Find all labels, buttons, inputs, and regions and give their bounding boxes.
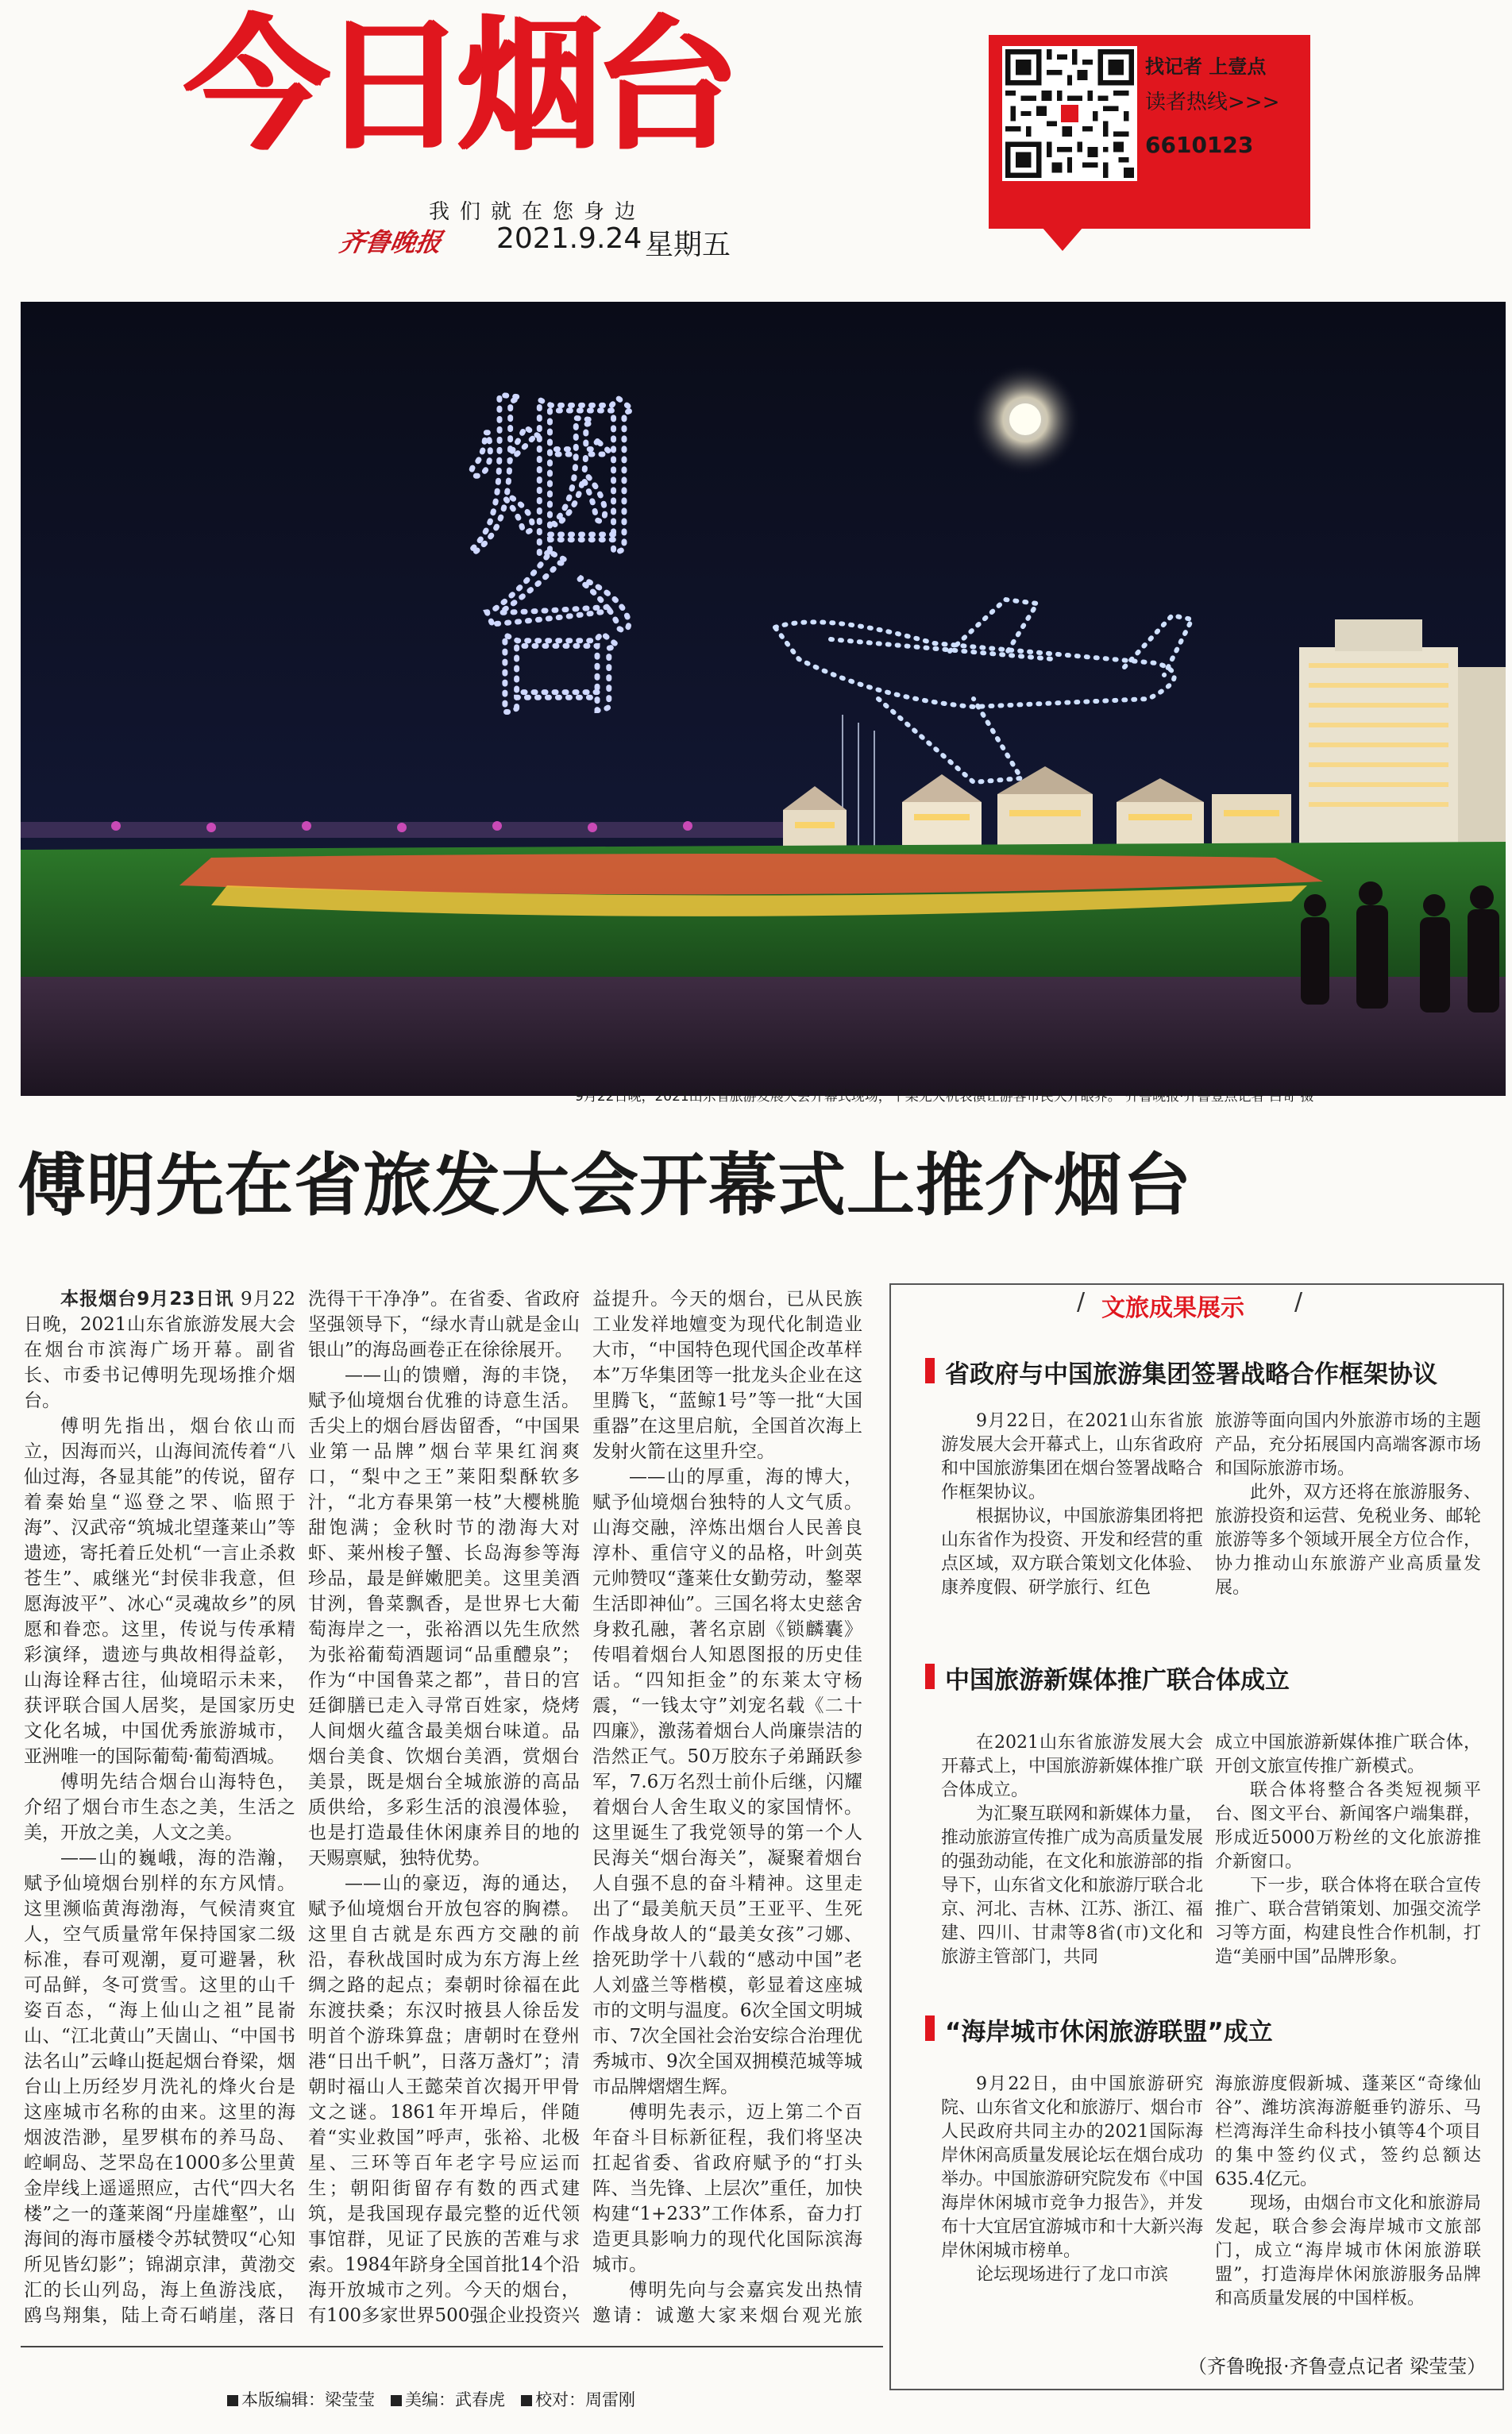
section-paragraph: 为汇聚互联网和新媒体力量，推动旅游宣传推广成为高质量发展的强劲动能，在文化和旅游部的指导下，山东省文化和旅游厅联合北京、河北、吉林、江苏、浙江、福建、四川、甘肃等8省(市)文化和旅游主管部门，共同 <box>941 1804 1203 1967</box>
section-paragraph: 此外，双方还将在旅游服务、旅游投资和运营、免税业务、邮轮旅游等多个领域开展全方位合作，协力推动山东旅游产业高质量发展。 <box>1215 1483 1481 1598</box>
article-paragraph: 益提升。今天的烟台，已从民族工业发祥地嬗变为现代化制造业大市，“中国特色现代国企改革样本”万华集团等一批龙头企业在这里腾飞，“蓝鲸1号”等一批“大国重器”在这里启航，全国首次海上发射火箭在这里升空。 <box>592 1289 862 1462</box>
section-marker <box>925 2015 935 2041</box>
footer-proofreader: 校对：周雷刚 <box>535 2390 636 2409</box>
drone-character-1: 烟 <box>465 378 641 581</box>
section-3-column-a <box>941 2073 1203 2339</box>
section-3-column-b <box>1215 2073 1481 2339</box>
masthead-slogan: 我们就在您身边 <box>429 200 646 224</box>
drone-show-photo <box>21 302 1506 1096</box>
panel-title-ornament: / <box>1077 1288 1086 1316</box>
section-marker <box>925 1664 935 1689</box>
article-paragraph: 洗得干干净净”。在省委、省政府坚强领导下，“绿水青山就是金山银山”的海岛画卷正在徐徐展开。 <box>308 1289 580 1360</box>
section-2-column-a <box>941 1731 1203 2041</box>
article-paragraph: 本报烟台9月23日讯 9月22日晚，2021山东省旅游发展大会在烟台市滨海广场开幕。副省长、市委书记傅明先现场推介烟台。 <box>24 1289 295 1411</box>
article-paragraph: 傅明先表示，迈上第二个百年奋斗目标新征程，我们将坚决扛起省委、省政府赋予的“打头阵、当先锋、上层次”重任，加快构建“1+233”工作体系，奋力打造更具影响力的现代化国际滨海城市。 <box>592 2102 862 2275</box>
section-marker <box>925 1358 935 1383</box>
masthead-title: 今日烟台 <box>184 2 731 170</box>
section-paragraph: 成立中国旅游新媒体推广联合体，开创文旅宣传推广新模式。 <box>1215 1733 1481 1776</box>
square-bullet-icon <box>227 2395 238 2406</box>
photo-caption: 9月22日晚，2021山东省旅游发展大会开幕式现场，千架无人机表演让游客市民大开眼界。 齐鲁晚报·齐鲁壹点记者 吕奇 摄 <box>575 1089 1314 1105</box>
section-paragraph: 在2021山东省旅游发展大会开幕式上，中国旅游新媒体推广联合体成立。 <box>941 1733 1203 1800</box>
square-bullet-icon <box>391 2395 402 2406</box>
article-paragraph: ——山的厚重，海的博大，赋予仙境烟台独特的人文气质。山海交融，淬炼出烟台人民善良淳朴、重信守义的品格，叶剑英元帅赞叹“蓬莱仕女勤劳动，鏊翠生活即神仙”。三国名将太史慈舍身救孔融，著名京剧《锁麟囊》传唱着烟台人知恩图报的历史佳话。“四知拒金”的东莱太守杨震，“一钱太守”刘宠名载《二十四廉》，激荡着烟台人尚廉崇洁的浩然正气。50万胶东子弟踊跃参军，7.6万名烈士前仆后继，闪耀着烟台人舍生取义的家国情怀。这里诞生了我党领导的第一个人民海关“烟台海关”，凝聚着烟台人自强不息的奋斗精神。这里走出了“最美航天员”王亚平、生死作战身故人的“最美女孩”刁娜、捨死助学十八载的“感动中国”老人刘盛兰等楷模，彰显着这座城市的文明与温度。6次全国文明城市、7次全国社会治安综合治理优秀城市、9次全国双拥模范城等城市品牌熠熠生辉。 <box>592 1467 862 2097</box>
article-column-1 <box>24 1286 295 2327</box>
section-title-3: “海岸城市休闲旅游联盟”成立 <box>945 2018 1273 2046</box>
section-paragraph: 9月22日，由中国旅游研究院、山东省文化和旅游厅、烟台市人民政府共同主办的2021国际海岸休闲高质量发展论坛在烟台成功举办。中国旅游研究院发布《中国海岸休闲城市竞争力报告》，并发布十大宜居宜游城市和十大新兴海岸休闲城市榜单。 <box>941 2074 1203 2261</box>
section-2-column-b <box>1215 1731 1481 2041</box>
footer-editor: 本版编辑：梁莹莹 <box>241 2390 375 2409</box>
photo-illustration <box>21 302 1506 1096</box>
section-paragraph: 旅游等面向国内外旅游市场的主题产品，充分拓展国内高端客源市场和国际旅游市场。 <box>1215 1411 1481 1479</box>
section-paragraph: 9月22日，在2021山东省旅游发展大会开幕式上，山东省政府和中国旅游集团在烟台签署战略合作框架协议。 <box>941 1411 1203 1502</box>
section-paragraph: 下一步，联合体将在联合宣传推广、联合营销策划、加强交流学习等方面，构建良性合作机制，打造“美丽中国”品牌形象。 <box>1215 1876 1481 1967</box>
hotline-slogan: 找记者 上壹点 <box>1145 56 1267 78</box>
section-paragraph: 根据协议，中国旅游集团将把山东省作为投资、开发和经营的重点区域，双方联合策划文化体验、康养度假、研学旅行、红色 <box>941 1506 1203 1598</box>
hotline-box-pointer <box>1042 227 1083 251</box>
brand-logo: 齐鲁晚报 <box>337 227 445 257</box>
section-title-1: 省政府与中国旅游集团签署战略合作框架协议 <box>945 1360 1437 1389</box>
article-paragraph: ——山的馈赠，海的丰饶，赋予仙境烟台优雅的诗意生活。舌尖上的烟台唇齿留香，“中国果业第一品牌”烟台苹果红润爽口，“梨中之王”莱阳梨酥软多汁，“北方春果第一枝”大樱桃脆甜饱满；金秋时节的渤海大对虾、莱州梭子蟹、长岛海参等海珍品，最是鲜嫩肥美。这里美酒甘洌，鲁菜飘香，是世界七大葡萄海岸之一，张裕酒以先生欣然为张裕葡萄酒题词“品重醴泉”；作为“中国鲁菜之都”，昔日的宫廷御膳已走入寻常百姓家，烧烤人间烟火蕴含最美烟台味道。品烟台美食、饮烟台美酒，赏烟台美景，既是烟台全城旅游的高品质供给，多彩生活的浪漫体验，也是打造最佳休闲康养目的地的天赐禀赋，独特优势。 <box>308 1365 580 1869</box>
article-paragraph: 傅明先结合烟台山海特色，介绍了烟台市生态之美，生活之美，开放之美，人文之美。 <box>24 1772 295 1843</box>
section-paragraph: 联合体将整合各类短视频平台、图文平台、新闻客户端集群，形成近5000万粉丝的文化旅游推介新窗口。 <box>1215 1780 1481 1872</box>
section-paragraph: 海旅游度假新城、蓬莱区“奇缘仙谷”、潍坊滨海游艇垂钓游乐、马栏湾海洋生命科技小镇等4个项目的集中签约仪式，签约总额达635.4亿元。 <box>1215 2074 1481 2189</box>
section-1-column-b <box>1215 1410 1481 1640</box>
qr-code-icon <box>1005 49 1134 178</box>
section-paragraph: 现场，由烟台市文化和旅游局发起，联合参会海岸城市文旅部门，成立“海岸城市休闲旅游联盟”，打造海岸休闲旅游服务品牌和高质量发展的中国样板。 <box>1215 2193 1481 2309</box>
square-bullet-icon <box>521 2395 532 2406</box>
article-column-3 <box>592 1286 862 2327</box>
headline: 傅明先在省旅发大会开幕式上推介烟台 <box>17 1146 1192 1225</box>
panel-title-ornament: / <box>1294 1288 1303 1316</box>
reporter-credit: （齐鲁晚报·齐鲁壹点记者 梁莹莹） <box>1188 2355 1487 2378</box>
issue-date: 2021.9.24 <box>496 222 642 255</box>
issue-weekday: 星期五 <box>645 229 731 261</box>
section-title-2: 中国旅游新媒体推广联合体成立 <box>945 1666 1290 1695</box>
hotline-label: 读者热线>>> <box>1145 91 1280 114</box>
dateline: 本报烟台9月23日讯 <box>60 1289 234 1310</box>
article-paragraph: ——山的豪迈，海的通达，赋予仙境烟台开放包容的胸襟。这里自古就是东西方交融的前沿，春秋战国时成为东方海上丝绸之路的起点；秦朝时徐福在此东渡扶桑；东汉时掖县人徐岳发明首个游珠算盘；唐朝时在登州港“日出千帆”，日落万盏灯”；清朝时福山人王懿荣首次揭开甲骨文之谜。1861年开埠后，伴随着“实业救国”呼声，张裕、北极星、三环等百年老字号应运而生；朝阳街留存有数的西式建筑，是我国现存最完整的近代领事馆群，见证了民族的苦难与求索。1984年跻身全国首批14个沿海开放城市之列。今天的烟台，有100多家世界500强企业投资兴 <box>308 1873 580 2326</box>
section-1-column-a <box>941 1410 1203 1640</box>
hotline-number: 6610123 <box>1145 132 1254 158</box>
footer-divider <box>21 2346 883 2347</box>
plaza <box>21 977 1506 1096</box>
section-paragraph: 论坛现场进行了龙口市滨 <box>976 2265 1169 2285</box>
article-paragraph: ——山的巍峨，海的浩瀚，赋予仙境烟台别样的东方风情。这里濒临黄海渤海，气候清爽宜人，空气质量常年保持国家二级标准，春可观潮，夏可避暑，秋可品鲜，冬可赏雪。这里的山千姿百态，“海上仙山之祖”昆嵛山、“江北黄山”天崮山、“中国书法名山”云峰山挺起烟台脊梁，烟台山上历经岁月洗礼的烽火台是这座城市名称的由来。这里的海烟波浩渺，星罗棋布的养马岛、崆峒岛、芝罘岛在1000多公里黄金岸线上遥遥照应，古代“四大名楼”之一的蓬莱阁“丹崖雄壑”，山海间的海市蜃楼令苏轼赞叹“心知所见皆幻影”；锦湖京津，黄渤交汇的长山列岛，海上鱼游浅底，鸥鸟翔集，陆上奇石峭崖，落日 <box>24 1848 295 2326</box>
article-paragraph: 傅明先向与会嘉宾发出热情邀请：诚邀大家来烟台观光旅 <box>592 2280 862 2326</box>
panel-title: 文旅成果展示 <box>1101 1294 1244 1322</box>
footer-designer: 美编：武春虎 <box>405 2390 506 2409</box>
footer-editors <box>227 2387 635 2411</box>
article-paragraph: 傅明先指出，烟台依山而立，因海而兴，山海间流传着“八仙过海，各显其能”的传说，留存着秦始皇“巡登之罘、临照于海”、汉武帝“筑城北望蓬莱山”等遗迹，寄托着丘处机“一言止杀救苍生”、戚继光“封侯非我意，但愿海波平”、冰心“灵魂故乡”的夙愿和眷恋。这里，传说与传承精彩演绎，遗迹与典故相得益彰，山海诠释古往，仙境昭示未来，获评联合国人居奖，是国家历史文化名城，中国优秀旅游城市，亚洲唯一的国际葡萄·葡萄酒城。 <box>24 1416 295 1767</box>
article-column-2 <box>308 1286 580 2327</box>
drone-character-2: 台 <box>469 537 645 740</box>
